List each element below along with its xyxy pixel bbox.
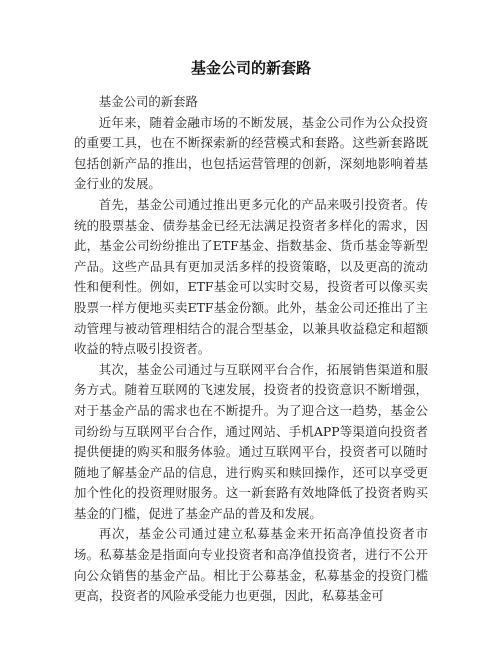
document-subtitle: 基金公司的新套路 — [98, 94, 198, 109]
paragraph-products: 首先，基金公司通过推出更多元化的产品来吸引投资者。传统的股票基金、债券基金已经无法满足投资者多样化的需求，因此，基金公司纷纷推出了ETF基金、指数基金、货币基金等新型产品。这些产品具有更加灵活多样的投资策略，以及更高的流动性和便利性。例如，ETF基金可以实时交易，投资者可以像买卖股票一样方便地买卖ETF基金份额。此外，基金公司还推出了主动管理与被动管理相结合的混合型基金，以兼具收益稳定和超额收益的特点吸引投资者。 — [74, 196, 428, 357]
paragraph-private-funds: 再次，基金公司通过建立私募基金来开拓高净值投资者市场。私募基金是指面向专业投资者和高净值投资者，进行不公开向公众销售的基金产品。相比于公募基金，私募基金的投资门槛更高，投资者的风险承受能力也更强，因此，私募基金可 — [74, 526, 428, 604]
document-body — [74, 92, 428, 607]
paragraph-internet: 其次，基金公司通过与互联网平台合作，拓展销售渠道和服务方式。随着互联网的飞速发展，投资者的投资意识不断增强，对于基金产品的需求也在不断提升。为了迎合这一趋势，基金公司纷纷与互联网平台合作，通过网站、手机APP等渠道向投资者提供便捷的购买和服务体验。通过互联网平台，投资者可以随时随地了解基金产品的信息，进行购买和赎回操作，还可以享受更加个性化的投资理财服务。这一新套路有效地降低了投资者购买基金的门槛，促进了基金产品的普及和发展。 — [74, 361, 428, 521]
paragraph-intro: 近年来，随着金融市场的不断发展，基金公司作为公众投资的重要工具，也在不断探索新的经营模式和套路。这些新套路既包括创新产品的推出，也包括运营管理的创新，深刻地影响着基金行业的发展。 — [74, 114, 428, 192]
document-title: 基金公司的新套路 — [190, 59, 311, 77]
